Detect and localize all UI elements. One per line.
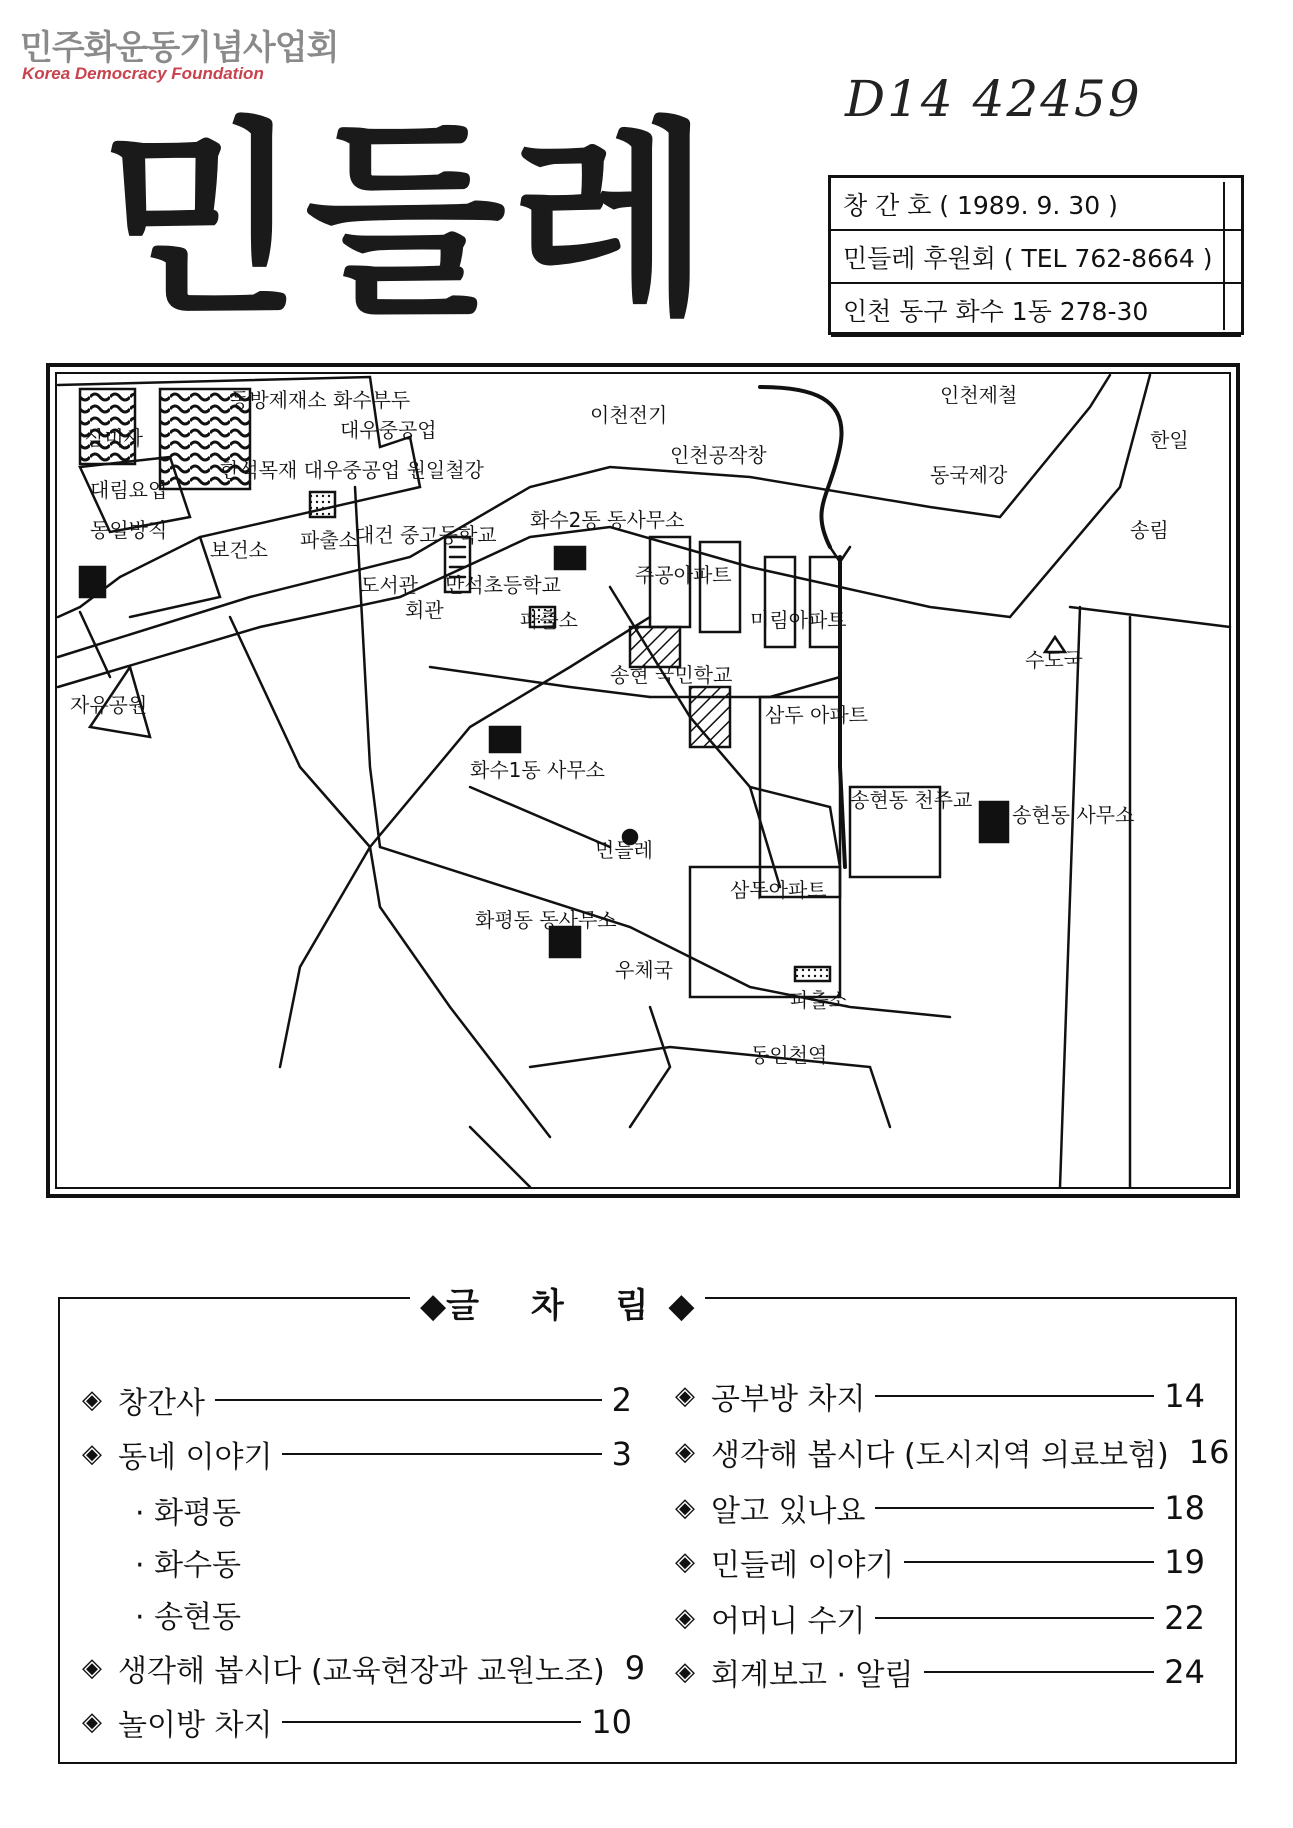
toc-item-title: 생각해 봅시다 (도시지역 의료보험) [711,1438,1169,1473]
diamond-bullet-icon: ◈ [675,1493,695,1523]
toc-item-page: 18 [1164,1489,1205,1527]
toc-item-page: 10 [591,1703,632,1741]
leader-line [875,1395,1154,1397]
map-label-songhyeon-school: 송현 국민학교 [610,663,733,687]
issue-info-box [828,175,1244,335]
address: 인천 동구 화수 1동 278-30 [831,284,1241,337]
toc-heading: ◆글 차 림◆ [410,1278,705,1327]
masthead-title: 민들레 [100,101,715,343]
toc-item-page: 3 [611,1435,632,1473]
toc-item[interactable] [82,1432,632,1476]
map-label-jayu: 자유공원 [70,693,148,717]
map-label-daerim: 대림요업 [90,478,168,502]
neighborhood-map [46,363,1240,1198]
toc-item-title: 알고 있나요 [711,1494,866,1529]
map-label-dongil: 동일방직 [90,518,168,542]
diamond-bullet-icon: ◈ [82,1707,102,1737]
supporters-phone: 민들레 후원회 ( TEL 762-8664 ) [831,231,1241,284]
issue-date: 창 간 호 ( 1989. 9. 30 ) [831,178,1241,231]
toc-item-title: 공부방 차지 [711,1382,866,1417]
map-label-hwapyeong: 화평동 동사무소 [475,908,617,932]
map-label-songlim: 송림 [1130,518,1169,542]
toc-item[interactable] [82,1646,646,1690]
toc-item[interactable] [675,1596,1205,1640]
map-drawing [50,367,1236,1194]
toc-item-title: 창간사 [118,1386,205,1421]
diamond-bullet-icon: ◈ [675,1657,695,1687]
map-label-dongincheon: 동인천역 [750,1043,828,1067]
toc-subitem[interactable]: · 송현동 [135,1600,242,1635]
map-label-post: 우체국 [615,958,673,982]
toc-item-page: 9 [624,1649,646,1687]
map-label-jugong: 주공아파트 [635,563,732,587]
map-label-pachulso-b: 파출소 [790,988,848,1012]
diamond-bullet-icon: ◈ [675,1381,695,1411]
toc-item[interactable] [675,1540,1205,1584]
diamond-bullet-icon: ◈ [82,1385,102,1415]
map-label-church: 송현동 천주교 [850,788,973,812]
toc-item[interactable] [675,1374,1205,1418]
leader-line [875,1507,1154,1509]
leader-line [215,1399,602,1401]
toc-subitem[interactable]: · 화평동 [135,1496,242,1531]
map-label-incheon-jeoldan: 인천제철 [940,383,1018,407]
toc-item[interactable] [82,1700,632,1744]
diamond-bullet-icon: ◈ [82,1439,102,1469]
map-label-mindeulle: 민들레 [595,838,653,862]
leader-line [282,1453,601,1455]
map-label-dongguk: 동국제강 [930,463,1008,487]
box-edge-decoration [1223,182,1237,330]
leader-line [282,1721,581,1723]
toc-item[interactable] [675,1486,1205,1530]
map-label-mirim: 미림아파트 [750,608,847,632]
watermark-english: Korea Democracy Foundation [22,64,264,83]
map-label-samimaksa: 삼미사 [85,426,143,450]
map-label-hwasu2: 화수2동 동사무소 [530,508,685,532]
toc-item[interactable] [675,1650,1205,1694]
map-label-doseogwan: 도서관 [360,573,418,597]
map-label-kongjakchang: 인천공작창 [670,443,767,467]
toc-item-title: 동네 이야기 [118,1440,273,1475]
toc-subitem[interactable]: · 화수동 [135,1548,242,1583]
map-label-daewoo: 대우중공업 [340,418,437,442]
map-label-hwasu1: 화수1동 사무소 [470,758,606,782]
leader-line [904,1561,1154,1563]
map-label-songhyeon-office: 송현동 사무소 [1012,803,1135,827]
toc-item[interactable] [82,1378,632,1422]
map-label-icheonjeongi: 이천전기 [590,403,668,427]
diamond-bullet-icon: ◈ [675,1437,695,1467]
map-label-manseok: 만석초등학교 [445,573,561,597]
toc-item-page: 2 [611,1381,632,1419]
map-label-bogeonso: 보건소 [210,538,268,562]
watermark-korean: 민주화운동기념사업회 [20,28,339,68]
leader-line [875,1617,1154,1619]
toc-item-title: 놀이방 차지 [118,1708,273,1743]
map-label-samdu2: 삼두아파트 [730,878,827,902]
toc-item-page: 22 [1164,1599,1205,1637]
map-label-sudoguk: 수도국 [1025,648,1083,672]
toc-item-page: 24 [1164,1653,1205,1691]
diamond-bullet-icon: ◈ [675,1603,695,1633]
map-label-hanseok: 한석목재 대우중공업 원일철강 [220,458,484,482]
toc-item-title: 회계보고 · 알림 [711,1658,914,1693]
archive-number: D14 42459 [845,70,1142,128]
map-label-samdu: 삼두 아파트 [765,703,868,727]
toc-item-title: 민들레 이야기 [711,1548,895,1583]
map-label-dongbang: 동방제재소 화수부두 [230,388,411,412]
toc-item-page: 14 [1164,1377,1205,1415]
leader-line [924,1671,1155,1673]
diamond-bullet-icon: ◈ [82,1653,102,1683]
map-label-hanil: 한일 [1150,428,1189,452]
toc-item[interactable] [675,1430,1230,1474]
map-label-gwaumso: 파출소 [520,608,578,632]
toc-item-title: 생각해 봅시다 (교육현장과 교원노조) [118,1654,605,1689]
toc-heading-text: 글 차 림 [446,1286,669,1326]
toc-item-title: 어머니 수기 [711,1604,866,1639]
toc-item-page: 19 [1164,1543,1205,1581]
map-label-daegeon: 대건 중고등학교 [355,523,497,547]
toc-item-page: 16 [1188,1433,1230,1471]
map-label-pachulso-a: 파출소 [300,528,358,552]
diamond-bullet-icon: ◈ [675,1547,695,1577]
map-label-hoegwan: 회관 [405,598,444,622]
